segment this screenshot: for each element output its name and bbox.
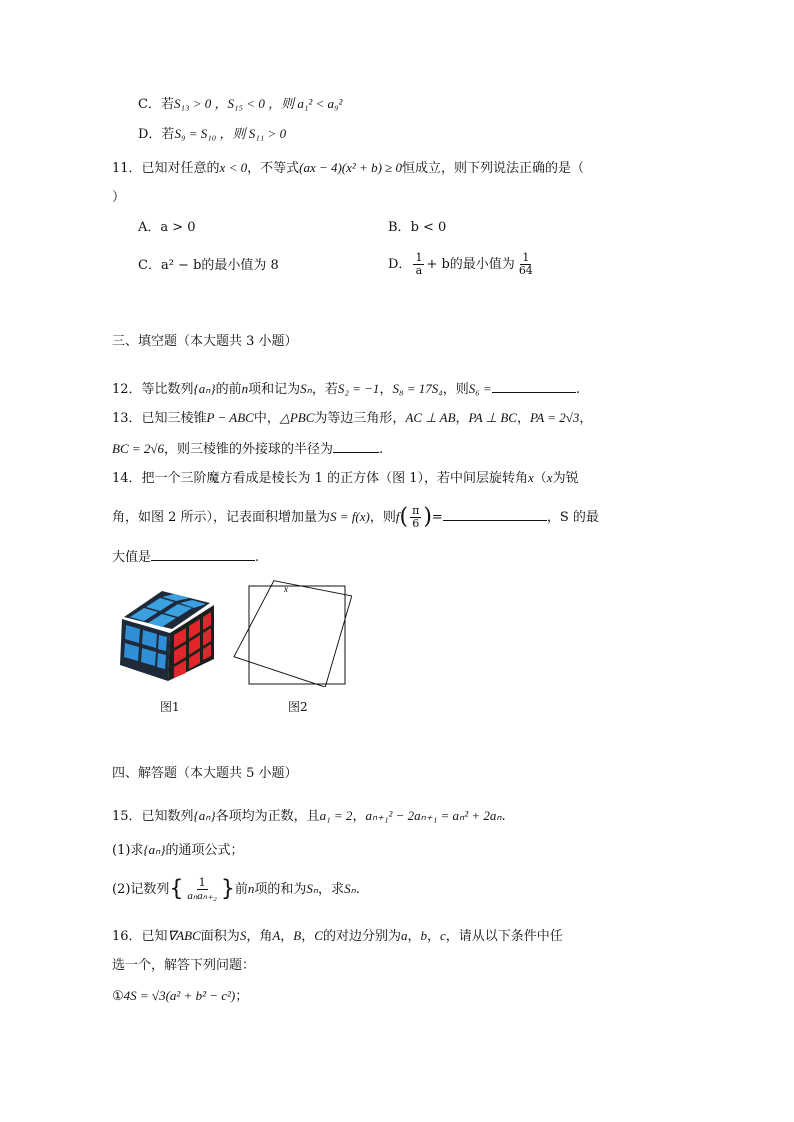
q15-p2-s2: Sₙ bbox=[344, 881, 356, 896]
q14-line2-a: 角，如图 2 所示），记表面积增加量为 bbox=[112, 510, 331, 525]
q11-option-b bbox=[388, 218, 446, 238]
q12-b: {aₙ} bbox=[193, 381, 216, 396]
q15-p1-b: {aₙ} bbox=[143, 842, 166, 857]
q13-b: P − ABC bbox=[206, 410, 254, 425]
q11-option-b-math: b < 0 bbox=[410, 220, 447, 235]
section-3-title: 三、填空题（本大题共 3 小题） bbox=[112, 334, 298, 349]
q11-option-d-label: D． bbox=[388, 257, 412, 272]
figure-2-caption: 图2 bbox=[288, 700, 308, 714]
q14-line2-eq: = bbox=[431, 510, 443, 525]
q11-stem-close: ） bbox=[112, 190, 126, 205]
q15-part1 bbox=[112, 840, 244, 861]
brace-close: } bbox=[220, 876, 235, 902]
q12-a: 12．等比数列 bbox=[112, 382, 194, 397]
q11-option-c-math: a² − b bbox=[160, 258, 202, 273]
q11-option-c bbox=[138, 256, 279, 276]
q12-l: S₆ = bbox=[468, 381, 492, 396]
q10-option-d-label: D．若 bbox=[138, 127, 175, 142]
q16-d: S bbox=[239, 928, 247, 943]
q15-p2-frac bbox=[185, 877, 218, 902]
q16-j: C bbox=[314, 928, 323, 943]
q13-c: 中， bbox=[253, 411, 280, 426]
q12-h: S₂ = −1 bbox=[337, 381, 380, 396]
q14-line2 bbox=[112, 502, 599, 533]
rotated-square bbox=[234, 581, 352, 687]
q14-line1-x2: x bbox=[546, 470, 553, 485]
q12-i: ， bbox=[379, 382, 393, 397]
q11-stem-a: 11．已知对任意的 bbox=[112, 161, 220, 176]
q11-option-a bbox=[138, 218, 196, 238]
q12-j: S₈ = 17S₄ bbox=[392, 381, 443, 396]
q16-line1 bbox=[112, 926, 563, 947]
q11-stem-d: (ax − 4)(x² + b) ≥ 0 bbox=[299, 160, 403, 175]
q11-option-d-frac bbox=[413, 252, 424, 277]
q10-option-d bbox=[138, 124, 286, 145]
q15-p2-d: ，求 bbox=[318, 882, 345, 897]
q16-line2: 选一个，解答下列问题： bbox=[112, 958, 256, 973]
paren-open: ( bbox=[399, 504, 409, 530]
q12 bbox=[112, 378, 580, 400]
q11-stem-c: ，不等式 bbox=[247, 161, 300, 176]
q15-p1-a: (1)求 bbox=[112, 843, 144, 858]
q15-p2-e: . bbox=[355, 882, 360, 897]
q15-c: 各项均为正数，且 bbox=[215, 809, 320, 824]
q16-p: c bbox=[439, 928, 446, 943]
q16-i: ， bbox=[301, 929, 315, 944]
q11-stem bbox=[112, 158, 584, 179]
q16-cond1-c: ； bbox=[235, 989, 249, 1004]
q10-option-c-body: S₁₃ > 0 ，S₁₅ < 0 ，则 a₁² < a₉² bbox=[173, 96, 343, 111]
brace-open: { bbox=[169, 876, 184, 902]
q16-m: ， bbox=[407, 929, 421, 944]
q15-a: 15．已知数列 bbox=[112, 809, 194, 824]
q16-a: 16．已知 bbox=[112, 929, 168, 944]
q13-h: PA ⊥ BC bbox=[468, 410, 517, 425]
frac-den: aₙaₙ₊₂ bbox=[187, 890, 217, 902]
figure-1-caption: 图1 bbox=[160, 700, 180, 714]
q15-p2-s: Sₙ bbox=[306, 881, 319, 896]
q14-line1-a: 14．把一个三阶魔方看成是棱长为 1 的正方体（图 1），若中间层旋转角 bbox=[112, 471, 528, 486]
frac-num: 1 bbox=[198, 876, 206, 889]
q11-option-d-frac2 bbox=[517, 252, 535, 277]
angle-label-x: x bbox=[284, 584, 288, 594]
q14-line2-f: f bbox=[395, 509, 400, 524]
q11-stem-e: 恒成立，则下列说法正确的是（ bbox=[402, 161, 585, 176]
q16-cond1-b: 4S = √3(a² + b² − c²) bbox=[123, 988, 236, 1003]
q15-p1-c: 的通项公式； bbox=[165, 843, 244, 858]
q10-option-c bbox=[138, 94, 342, 115]
q13-j: PA = 2√3 bbox=[529, 410, 580, 425]
q11-option-d bbox=[388, 250, 537, 280]
q14-line3-a: 大值是 bbox=[112, 550, 152, 565]
q16-e: ，角 bbox=[246, 929, 273, 944]
q13-line2-b: ，则三棱锥的外接球的半径为 bbox=[164, 442, 334, 457]
frac-den: 6 bbox=[412, 517, 420, 530]
q13-d: △PBC bbox=[279, 410, 315, 425]
q11-stem-b: x < 0 bbox=[219, 160, 248, 175]
q16-n: b bbox=[420, 928, 427, 943]
q15-part2 bbox=[112, 872, 360, 907]
q11-option-b-label: B． bbox=[388, 220, 411, 235]
q15-p2-b: 前 bbox=[234, 882, 248, 897]
q15-p2-n: n bbox=[247, 881, 255, 896]
q16-g: ， bbox=[280, 929, 294, 944]
q14-line1-b: （ bbox=[533, 471, 547, 486]
q14-line1-c: 为锐 bbox=[552, 471, 579, 486]
q12-f: Sₙ bbox=[300, 381, 312, 396]
q13-i: ， bbox=[516, 411, 530, 426]
q11-option-a-math: a > 0 bbox=[160, 220, 196, 235]
q13-f: AC ⊥ AB bbox=[405, 410, 456, 425]
q16-cond1-a: ① bbox=[112, 989, 124, 1004]
frac-num: 1 bbox=[415, 251, 423, 264]
paren-close: ) bbox=[423, 504, 432, 530]
q16-k: 的对边分别为 bbox=[322, 929, 401, 944]
q15-g: . bbox=[501, 809, 506, 824]
q16-c: 面积为 bbox=[200, 929, 240, 944]
q15-e: ， bbox=[352, 809, 366, 824]
q14-line2-c: ，则 bbox=[369, 510, 396, 525]
q14-line1 bbox=[112, 468, 579, 489]
q15-d: a₁ = 2 bbox=[319, 808, 353, 823]
q13-k: ， bbox=[579, 411, 593, 426]
q14-line2-b: S = f(x) bbox=[330, 509, 370, 524]
frac-den: 64 bbox=[518, 264, 533, 277]
cube-sticker bbox=[157, 653, 166, 669]
section-4-title: 四、解答题（本大题共 5 小题） bbox=[112, 766, 298, 781]
answer-blank[interactable] bbox=[443, 506, 547, 521]
q12-e: 项和记为 bbox=[248, 382, 301, 397]
q11-option-d-mid: + b bbox=[426, 257, 450, 272]
cube-sticker bbox=[158, 635, 167, 651]
q16-b: ∇ABC bbox=[167, 928, 201, 943]
q14-line2-d: ，S 的最 bbox=[546, 510, 599, 525]
q16-condition-1 bbox=[112, 986, 248, 1007]
q13-line2-a: BC = 2√6 bbox=[112, 441, 165, 456]
q12-k: ，则 bbox=[442, 382, 469, 397]
answer-blank[interactable] bbox=[151, 546, 255, 561]
q13-line2-end: . bbox=[379, 442, 384, 457]
q13-e: 为等边三角形， bbox=[314, 411, 406, 426]
q14-line3 bbox=[112, 546, 259, 568]
q14-line1-x: x bbox=[527, 470, 534, 485]
q16-o: ， bbox=[426, 929, 440, 944]
q11-option-d-tail: 的最小值为 bbox=[449, 257, 515, 272]
q10-option-d-body: S₉ = S₁₀ ，则 S₁₁ > 0 bbox=[174, 126, 287, 141]
q14-frac bbox=[410, 505, 421, 530]
answer-blank[interactable] bbox=[333, 438, 379, 453]
q11-option-c-tail: 的最小值为 8 bbox=[201, 258, 279, 273]
q11-option-a-label: A． bbox=[138, 220, 161, 235]
q15-f: aₙ₊₁² − 2aₙ₊₁ = aₙ² + 2aₙ bbox=[365, 808, 502, 823]
q15-b: {aₙ} bbox=[193, 808, 216, 823]
q14-line3-end: . bbox=[255, 550, 260, 565]
q15-p2-a: (2)记数列 bbox=[112, 882, 170, 897]
q15-stem bbox=[112, 806, 506, 827]
q11-option-c-label: C． bbox=[138, 258, 161, 273]
q12-g: ，若 bbox=[311, 382, 338, 397]
q13-line1 bbox=[112, 408, 592, 429]
q15-p2-c: 项的和为 bbox=[254, 882, 307, 897]
q13-a: 13．已知三棱锥 bbox=[112, 411, 207, 426]
rotated-square-figure bbox=[232, 577, 352, 687]
q10-option-c-label: C．若 bbox=[138, 97, 174, 112]
frac-den: a bbox=[415, 264, 423, 277]
q16-h: B bbox=[293, 928, 302, 943]
q16-l: a bbox=[400, 928, 408, 943]
q12-d: n bbox=[241, 381, 249, 396]
q13-g: ， bbox=[455, 411, 469, 426]
answer-blank[interactable] bbox=[492, 378, 576, 393]
q12-end: . bbox=[575, 382, 580, 397]
q13-line2 bbox=[112, 438, 383, 460]
frac-num: π bbox=[412, 504, 420, 517]
q16-q: ，请从以下条件中任 bbox=[445, 929, 563, 944]
frac-num: 1 bbox=[522, 251, 530, 264]
rubiks-cube-figure bbox=[114, 577, 224, 687]
q16-f: A bbox=[272, 928, 281, 943]
q12-c: 的前 bbox=[215, 382, 242, 397]
